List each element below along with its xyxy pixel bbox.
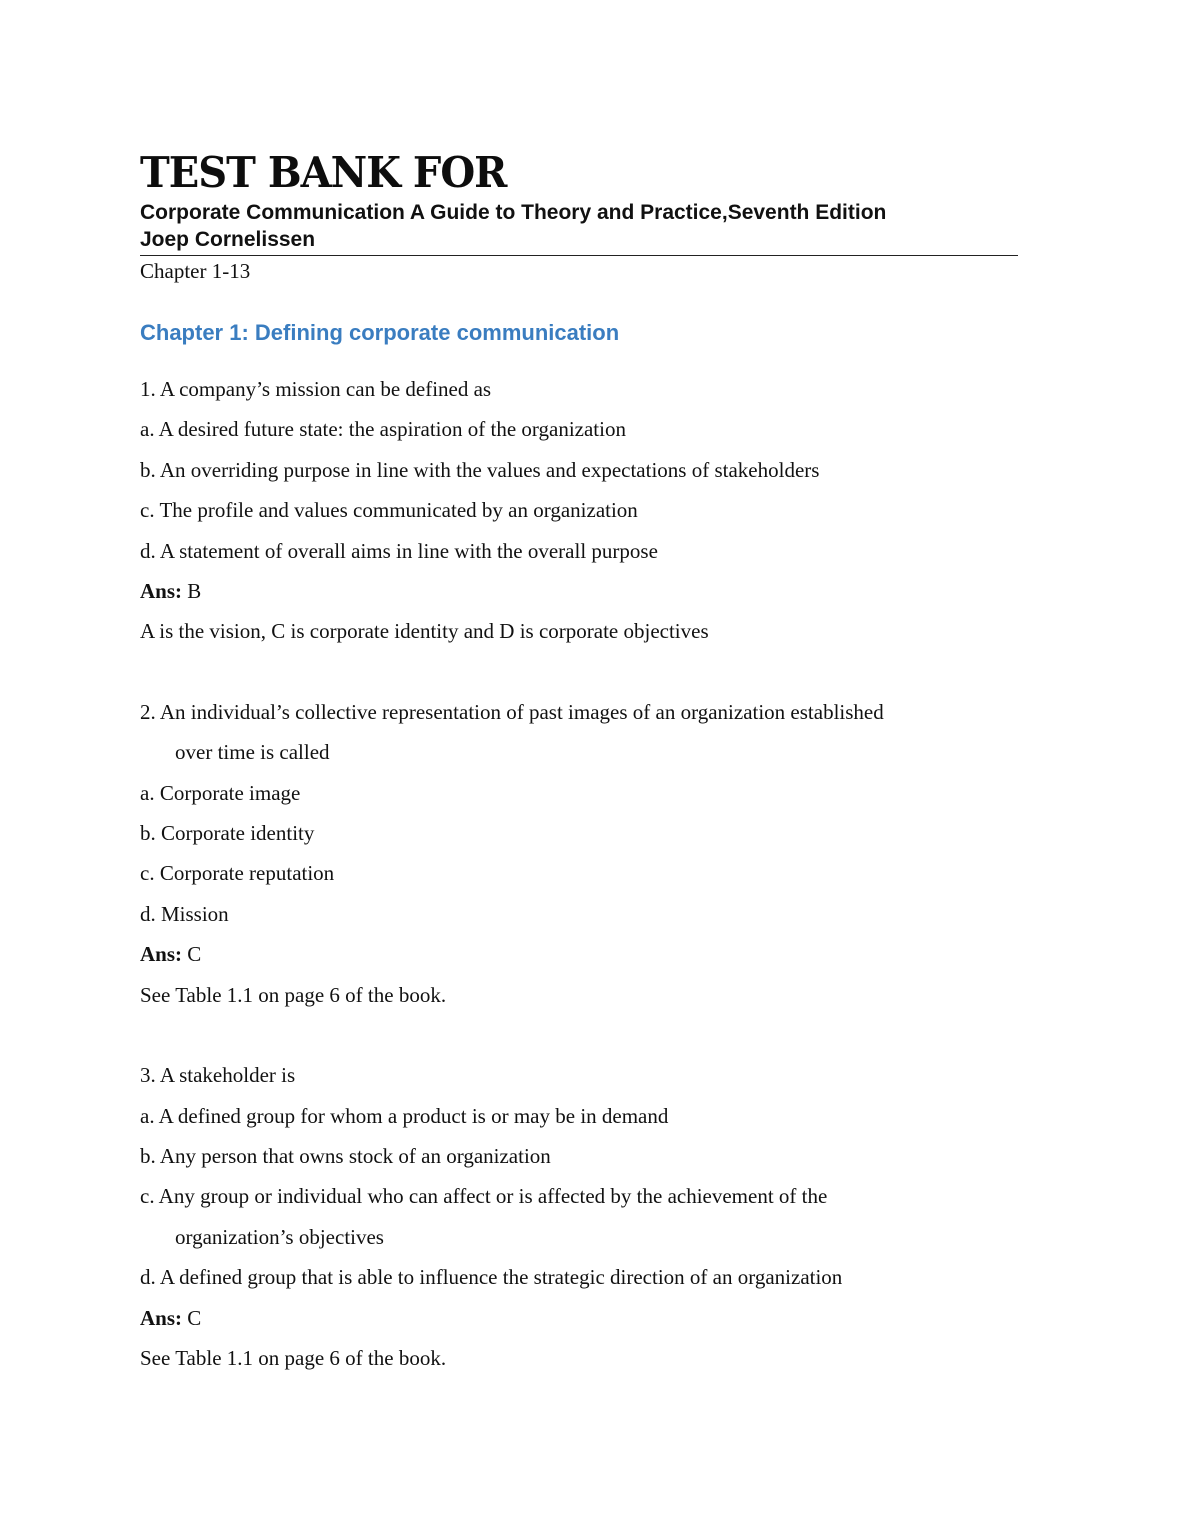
question-stem-continuation: over time is called [175,740,330,765]
option-d: d. A statement of overall aims in line with the overall purpose [140,538,658,563]
question-1 [140,369,1018,652]
answer-label: Ans: [140,1305,183,1330]
option-c: c. The profile and values communicated by an organization [140,498,638,523]
answer-label: Ans: [140,579,183,604]
answer-line [140,934,1018,974]
title-block [140,199,1018,256]
answer-line [140,1298,1018,1338]
answer-value: B [182,579,202,604]
document-page [140,148,1018,1378]
answer-value: C [182,942,202,967]
answer-line [140,571,1018,611]
question-stem: 1. A company’s mission can be defined as [140,377,492,401]
option-b: b. An overriding purpose in line with the values and expectations of stakeholders [140,457,820,482]
option-d: d. A defined group that is able to influence the strategic direction of an organization [140,1265,843,1290]
option-b: b. Any person that owns stock of an organization [140,1143,551,1168]
question-stem: 2. An individual’s collective representation of past images of an organization established [140,699,884,724]
chapter-range: Chapter 1-13 [140,259,251,283]
book-title: Corporate Communication A Guide to Theory and Practice,Seventh Edition [140,201,887,224]
answer-explanation: A is the vision, C is corporate identity and D is corporate objectives [140,619,709,644]
option-b: b. Corporate identity [140,821,315,846]
option-a: a. Corporate image [140,780,301,805]
answer-explanation: See Table 1.1 on page 6 of the book. [140,982,447,1007]
option-a: a. A defined group for whom a product is or may be in demand [140,1103,669,1128]
question-list [140,369,1018,1378]
answer-label: Ans: [140,942,183,967]
option-c: c. Corporate reputation [140,861,335,886]
option-d: d. Mission [140,901,229,926]
spacer [140,652,1018,692]
option-a: a. A desired future state: the aspiration of the organization [140,417,626,442]
banner-title: TEST BANK FOR [140,148,507,198]
question-stem: 3. A stakeholder is [140,1063,296,1088]
answer-value: C [182,1305,202,1330]
answer-explanation: See Table 1.1 on page 6 of the book. [140,1345,447,1370]
spacer [140,1015,1018,1055]
option-c-continuation: organization’s objectives [175,1224,384,1249]
option-c: c. Any group or individual who can affect or is affected by the achievement of the [140,1184,828,1209]
chapter-heading: Chapter 1: Defining corporate communication [140,320,620,345]
question-3 [140,1055,1018,1378]
question-2 [140,692,1018,1015]
author-name: Joep Cornelissen [140,228,316,251]
